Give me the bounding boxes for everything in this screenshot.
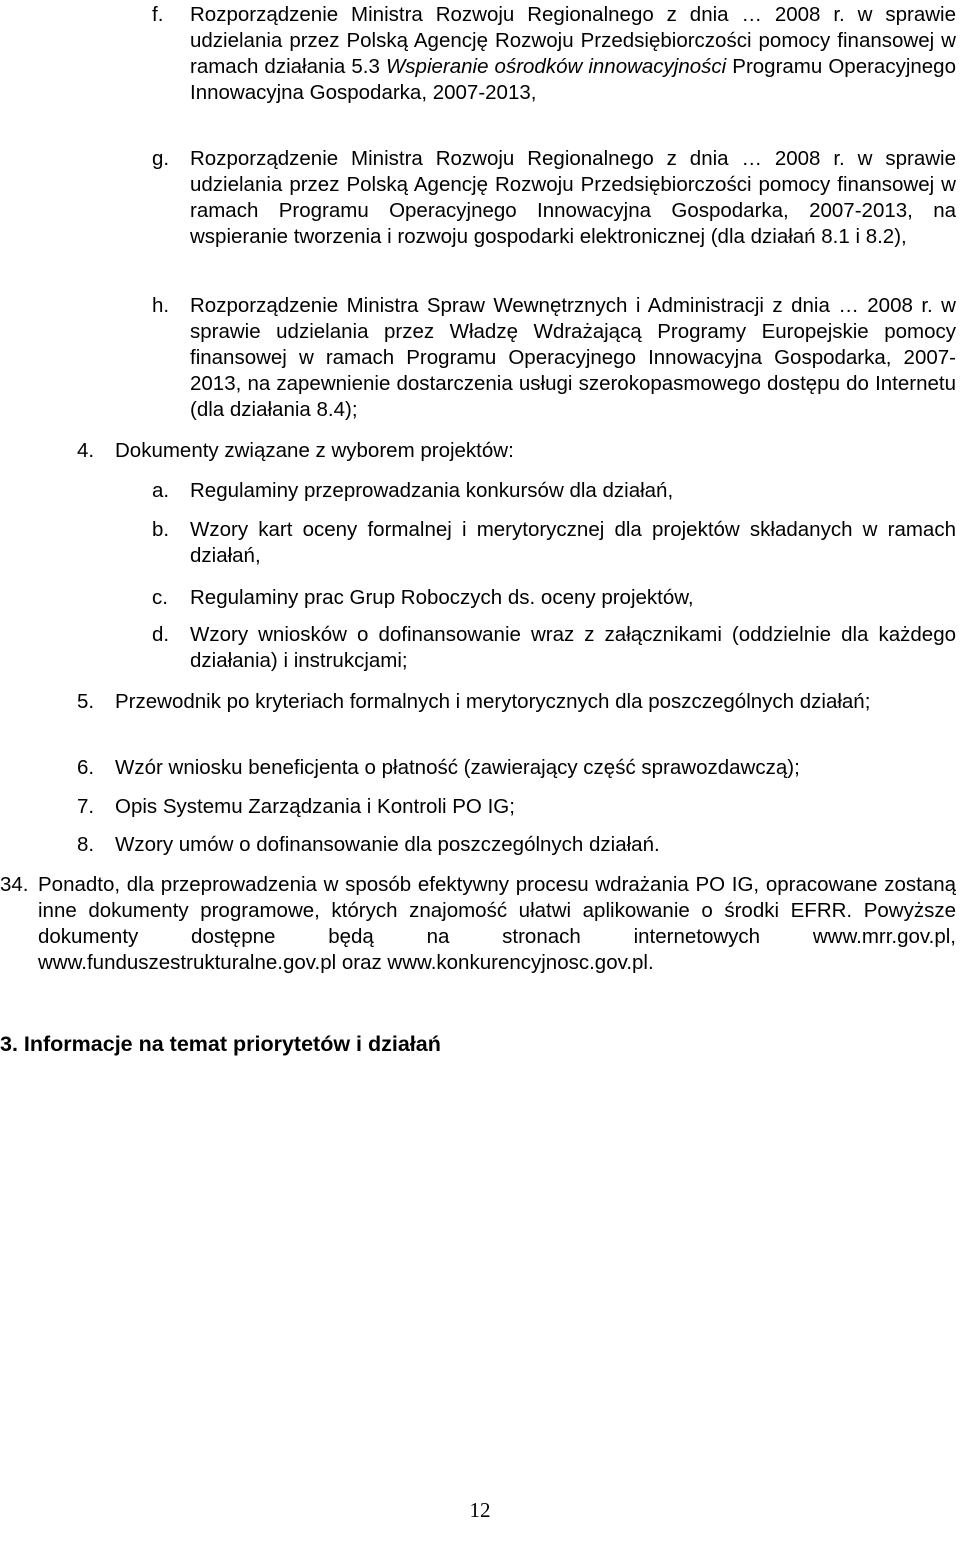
- list-item-7: [77, 794, 956, 820]
- list-marker: 8.: [77, 833, 95, 856]
- list-item-4: [77, 438, 956, 464]
- list-item-d: [152, 622, 956, 674]
- list-item-a: [152, 478, 956, 504]
- list-item-6: [77, 755, 956, 781]
- list-item-c: [152, 585, 956, 611]
- list-item-text: Rozporządzenie Ministra Rozwoju Regionalnego z dnia … 2008 r. w sprawie udzielania przez Polską Agencję Rozwoju Przedsiębiorczości pomocy finansowej w ramach działania 5.3 Wspieranie ośrodków innowacyjności Programu Operacyjnego Innowacyjna Gospodarka, 2007-2013,: [190, 3, 956, 104]
- list-item-h: [152, 293, 956, 423]
- list-item-text: Rozporządzenie Ministra Rozwoju Regionalnego z dnia … 2008 r. w sprawie udzielania przez Polską Agencję Rozwoju Przedsiębiorczości pomocy finansowej w ramach Programu Operacyjnego Innowacyjna Gospodarka, 2007-2013, na wspieranie tworzenia i rozwoju gospodarki elektronicznej (dla działań 8.1 i 8.2),: [190, 147, 956, 248]
- list-marker: 7.: [77, 795, 95, 818]
- list-item-text: Rozporządzenie Ministra Spraw Wewnętrznych i Administracji z dnia … 2008 r. w sprawie udzielania przez Władzę Wdrażającą Programy Europejskie pomocy finansowej w ramach Programu Operacyjnego Innowacyjna Gospodarka, 2007-2013, na zapewnienie dostarczenia usługi szerokopasmowego dostępu do Internetu (dla działania 8.4);: [190, 294, 956, 421]
- list-item-text: Przewodnik po kryteriach formalnych i merytorycznych dla poszczególnych działań;: [115, 690, 871, 713]
- list-item-text: Wzory umów o dofinansowanie dla poszczególnych działań.: [115, 833, 660, 856]
- list-marker: 4.: [77, 439, 95, 462]
- list-item-text: Wzory wniosków o dofinansowanie wraz z załącznikami (oddzielnie dla każdego działania) i instrukcjami;: [190, 623, 956, 672]
- paragraph-number: 34.: [0, 873, 29, 896]
- list-item-b: [152, 517, 956, 569]
- list-marker: c.: [152, 586, 168, 609]
- list-item-text: Regulaminy prac Grup Roboczych ds. oceny projektów,: [190, 586, 694, 609]
- list-marker: a.: [152, 479, 170, 502]
- list-marker: d.: [152, 623, 170, 646]
- list-item-text: Opis Systemu Zarządzania i Kontroli PO IG;: [115, 795, 515, 818]
- list-marker: g.: [152, 147, 170, 170]
- list-marker: b.: [152, 518, 170, 541]
- paragraph-text: Ponadto, dla przeprowadzenia w sposób efektywny procesu wdrażania PO IG, opracowane zostaną inne dokumenty programowe, których znajomość ułatwi aplikowanie o środki EFRR. Powyższe dokumenty dostępne będą na stronach internetowych www.mrr.gov.pl, www.funduszestrukturalne.gov.pl oraz www.konkurencyjnosc.gov.pl.: [38, 873, 956, 974]
- list-item-g: [152, 146, 956, 250]
- list-item-text: Dokumenty związane z wyborem projektów:: [115, 439, 514, 462]
- page-number: 12: [469, 1498, 491, 1522]
- paragraph-34: [0, 872, 956, 976]
- list-marker: h.: [152, 294, 170, 317]
- list-marker: 5.: [77, 690, 95, 713]
- list-item-5: [77, 689, 956, 715]
- list-item-8: [77, 832, 956, 858]
- list-marker: f.: [152, 3, 164, 26]
- italic-program-name: Wspieranie ośrodków innowacyjności: [385, 55, 727, 78]
- list-item-text: Wzór wniosku beneficjenta o płatność (zawierający część sprawozdawczą);: [115, 756, 800, 779]
- list-item-text: Regulaminy przeprowadzania konkursów dla działań,: [190, 479, 674, 502]
- section-heading: 3. Informacje na temat priorytetów i działań: [0, 1032, 441, 1056]
- list-item-f: [152, 2, 956, 106]
- list-marker: 6.: [77, 756, 95, 779]
- list-item-text: Wzory kart oceny formalnej i merytorycznej dla projektów składanych w ramach działań,: [190, 518, 956, 567]
